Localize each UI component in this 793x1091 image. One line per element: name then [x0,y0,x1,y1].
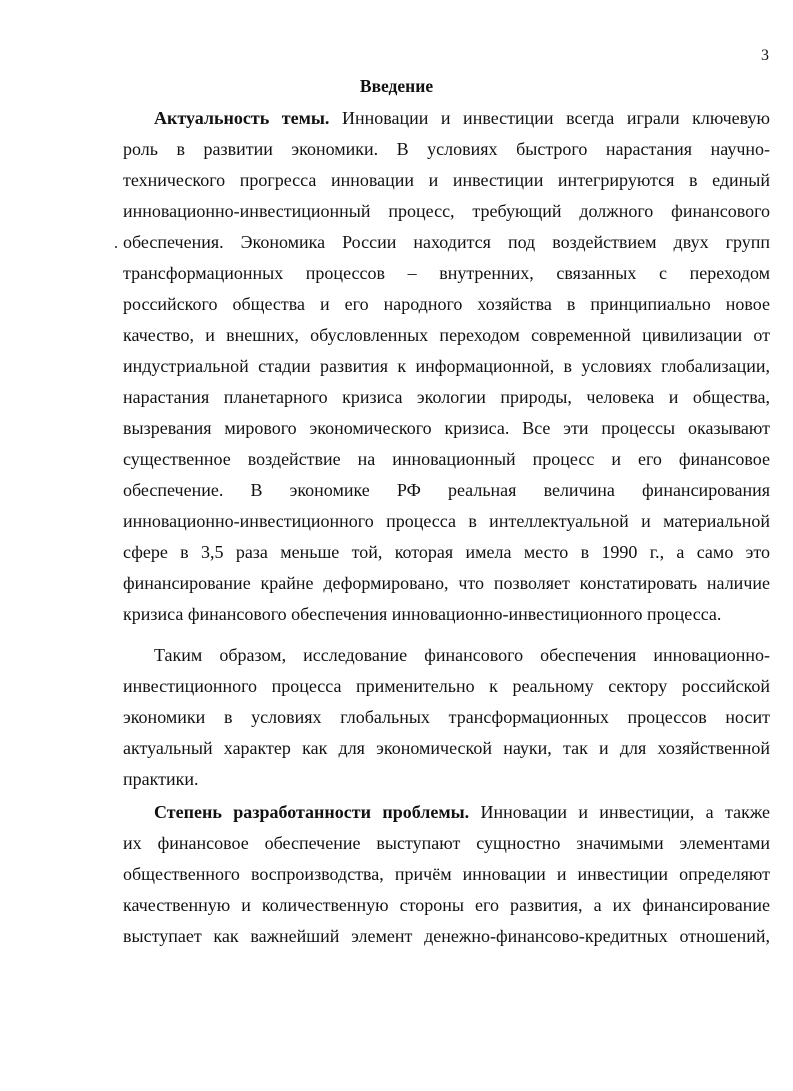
section-heading: Введение [359,76,434,96]
paragraph-line: инвестиционного процесса применительно к реальному сектору российской [123,676,770,696]
paragraph-line: Таким образом, исследование финансового обеспечения инновационно- [154,645,770,665]
paragraph-line-text: Инновации и инвестиции всегда играли ключевую [329,108,770,128]
paragraph-line: индустриальной стадии развития к информационной, в условиях глобализации, [123,356,770,376]
paragraph-relevance [123,103,770,630]
paragraph-lead-research-extent: Степень разработанности проблемы. [154,802,470,822]
paragraph-line: трансформационных процессов – внутренних, связанных с переходом [123,263,770,283]
paragraph-lead-relevance: Актуальность темы. [154,108,330,128]
paragraph-line: инновационно-инвестиционный процесс, требующий должного финансового [123,201,770,221]
paragraph-line: сфере в 3,5 раза меньше той, которая имела место в 1990 г., а само это [123,542,770,562]
page-number: 3 [761,47,769,64]
paragraph-line: выступает как важнейший элемент денежно-финансово-кредитных отношений, [123,926,770,946]
paragraph-line: практики. [123,769,199,789]
paragraph-line: роль в развитии экономики. В условиях быстрого нарастания научно- [123,139,770,159]
paragraph-line: общественного воспроизводства, причём инновации и инвестиции определяют [123,864,770,884]
paragraph-line: качественную и количественную стороны его развития, а их финансирование [123,895,770,915]
paragraph-line: нарастания планетарного кризиса экологии природы, человека и общества, [123,387,770,407]
paragraph-line [123,103,770,134]
paragraph-line: обеспечения. Экономика России находится под воздействием двух групп [123,232,770,252]
paragraph-research-extent [123,797,770,952]
paragraph-line: кризиса финансового обеспечения инновационно-инвестиционного процесса. [123,604,722,624]
paragraph-conclusion [123,640,770,795]
paragraph-line: их финансовое обеспечение выступают сущностно значимыми элементами [123,833,770,853]
paragraph-line: обеспечение. В экономике РФ реальная величина финансирования [123,480,770,500]
paragraph-line: существенное воздействие на инновационный процесс и его финансовое [123,449,770,469]
paragraph-line-text: Инновации и инвестиции, а также [469,802,770,822]
paragraph-line: экономики в условиях глобальных трансформационных процессов носит [123,707,770,727]
paragraph-line: качество, и внешних, обусловленных переходом современной цивилизации от [123,325,770,345]
paragraph-line [123,797,770,828]
paragraph-line: технического прогресса инновации и инвестиции интегрируются в единый [123,170,770,190]
paragraph-line: актуальный характер как для экономической науки, так и для хозяйственной [123,738,770,758]
paragraph-line: российского общества и его народного хозяйства в принципиально новое [123,294,770,314]
paragraph-line: инновационно-инвестиционного процесса в интеллектуальной и материальной [123,511,770,531]
scan-artifact-dot [115,246,117,248]
paragraph-line: вызревания мирового экономического кризиса. Все эти процессы оказывают [123,418,770,438]
paragraph-line: финансирование крайне деформировано, что позволяет констатировать наличие [123,573,770,593]
